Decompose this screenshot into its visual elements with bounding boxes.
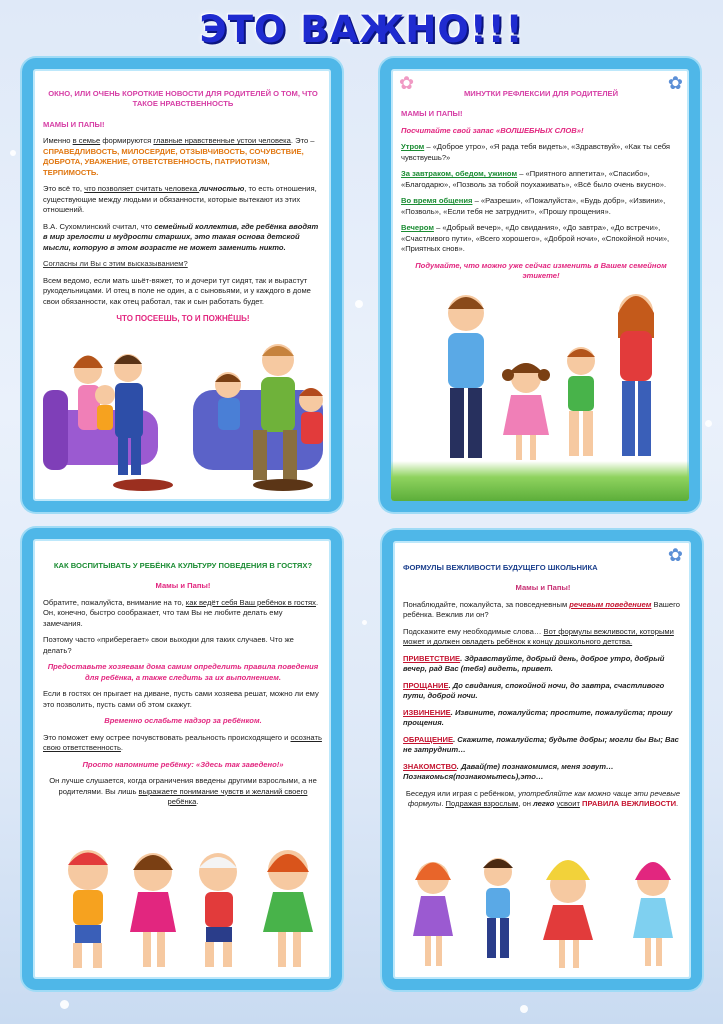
formula: ПРИВЕТСТВИЕ. Здравствуйте, добрый день, доброе утро, добрый вечер, рад Вас (тебя) видеть, привет.	[403, 653, 665, 674]
paragraph: Это всё то, что позволяет считать человека личностью, то есть отношения, существующие между людьми и обязанности, которые вытекают из этих отношений.	[43, 184, 317, 215]
snowflake	[10, 150, 16, 156]
formula: ОБРАЩЕНИЕ. Скажите, пожалуйста; будьте добры; могли бы Вы; Вас не затруднит…	[403, 734, 679, 755]
flower-icon: ✿	[399, 73, 415, 93]
snowflake	[705, 420, 712, 427]
paragraph: Поэтому часто «приберегает» свои выходки для таких случаев. Что же делать?	[43, 635, 294, 655]
page-title: ЭТО ВАЖНО!!!	[199, 8, 524, 51]
walking-family-illustration	[406, 283, 691, 483]
formula: ЗНАКОМСТВО. Давай(те) познакомимся, меня зовут… Познакомься(познакомьтесь),это…	[403, 761, 614, 782]
snowflake	[60, 1000, 69, 1009]
paragraph: Беседуя или играя с ребёнком, употребляйте как можно чаще эти речевые формулы. Подражая взрослым, он легко усвоит ПРАВИЛА ВЕЖЛИВОСТИ.	[405, 788, 681, 808]
formula: ПРОЩАНИЕ. До свидания, спокойной ночи, до завтра, счастливого пути, доброй ночи.	[403, 680, 665, 701]
panel-heading: КАК ВОСПИТЫВАТЬ У РЕБЁНКА КУЛЬТУРУ ПОВЕДЕНИЯ В ГОСТЯХ?	[53, 561, 313, 570]
advice: Просто напомните ребёнку: «Здесь так заведено!»	[82, 759, 284, 769]
panel-morality	[22, 58, 342, 512]
paragraph: Согласны ли Вы с этим высказыванием?	[43, 259, 188, 269]
snowflake	[362, 620, 367, 625]
dolls-illustration	[403, 850, 693, 975]
panel-politeness	[382, 530, 702, 990]
paragraph: Понаблюдайте, пожалуйста, за повседневным речевым поведением Вашего ребёнка. Вежлив ли он?	[403, 599, 680, 620]
footer-note: Подумайте, что можно уже сейчас изменить в Вашем семейном этикете!	[415, 260, 667, 281]
family-illustration	[43, 330, 333, 495]
snowflake	[355, 300, 363, 308]
paragraph: Обратите, пожалуйста, внимание на то, как ведёт себя Ваш ребёнок в гостях. Он, конечно, быстро соображает, что там Вы не любите делать ему замечания.	[43, 597, 319, 628]
advice: Предоставьте хозяевам дома самим определить правила поведения для ребёнка, а также следить за их выполнением.	[47, 662, 319, 682]
formula: ИЗВИНЕНИЕ. Извините, пожалуйста; простите, пожалуйста; прошу прощения.	[403, 707, 673, 728]
panel-heading: ФОРМУЛЫ ВЕЖЛИВОСТИ БУДУЩЕГО ШКОЛЬНИКА	[403, 563, 598, 572]
flower-icon: ✿	[667, 545, 683, 565]
panel-reflection	[380, 58, 700, 512]
paragraph: Подскажите ему необходимые слова… Вот формулы вежливости, которыми может и должен овладеть ребёнок к концу дошкольного детства.	[403, 626, 674, 647]
paragraph: Утром – «Доброе утро», «Я рада тебя видеть», «Здравствуй», «Как ты себя чувствуешь?»	[401, 142, 671, 162]
greeting: Мамы и Папы!	[515, 583, 571, 593]
subheading: Посчитайте свой запас «ВОЛШЕБНЫХ СЛОВ»!	[401, 125, 584, 135]
greeting: МАМЫ И ПАПЫ!	[401, 109, 463, 119]
snowflake	[520, 1005, 528, 1013]
paragraph: Именно в семье формируются главные нравственные устои человека. Это – СПРАВЕДЛИВОСТЬ, МИЛОСЕРДИЕ, ОТЗЫВЧИВОСТЬ, СОЧУВСТВИЕ, ДОБРОТА, УВАЖЕНИЕ, ОТВЕТСТВЕННОСТЬ, ПАТРИОТИЗМ, ТЕРПИМОСТЬ.	[43, 136, 315, 177]
panel-guest-behavior	[22, 528, 342, 990]
advice: Временно ослабьте надзор за ребёнком.	[104, 716, 262, 726]
proverb: ЧТО ПОСЕЕШЬ, ТО И ПОЖНЁШЬ!	[116, 313, 250, 323]
greeting: МАМЫ И ПАПЫ!	[43, 119, 105, 129]
paragraph: В.А. Сухомлинский считал, что семейный коллектив, где ребёнка вводят в мир зрелости и мудрости старших, это такая основа детской мысли, которую в этом возрасте не может заменить никто.	[43, 221, 319, 252]
paragraph: Он лучше слушается, когда ограничения введены другими взрослыми, а не родителями. Вы лишь выражаете понимание чувств и желаний своего ребёнка.	[49, 776, 317, 806]
flower-icon: ✿	[667, 73, 683, 93]
dancing-kids-illustration	[43, 840, 333, 975]
paragraph: Это поможет ему острее почувствовать реальность происходящего и осознать свою ответственность.	[43, 732, 322, 753]
paragraph: За завтраком, обедом, ужином – «Приятного аппетита», «Спасибо», «Благодарю», «Позволь за тобой поухаживать», «Всё было очень вкусно».	[401, 169, 667, 189]
paragraph: Вечером – «Добрый вечер», «До свидания», «До завтра», «До встречи», «Счастливого пути», «Всего хорошего», «Доброй ночи», «Спокойной ночи», «Приятных снов».	[401, 223, 670, 254]
paragraph: Во время общения – «Разреши», «Пожалуйста», «Будь добр», «Извини», «Позволь», «Если тебя не затруднит», «Прошу прощения».	[401, 196, 666, 216]
paragraph: Всем ведомо, если мать шьёт-вяжет, то и дочери тут сидят, так и вырастут рукодельницами. И отец в поле не один, а с сыновьями, и у каждого в доме свои обязанности, как отец работал, так и сын работать будет.	[43, 275, 311, 306]
panel-heading: ОКНО, ИЛИ ОЧЕНЬ КОРОТКИЕ НОВОСТИ ДЛЯ РОДИТЕЛЕЙ О ТОМ, ЧТО ТАКОЕ НРАВСТВЕННОСТЬ	[48, 89, 318, 109]
panel-heading: МИНУТКИ РЕФЛЕКСИИ ДЛЯ РОДИТЕЛЕЙ	[463, 89, 619, 98]
paragraph: Если в гостях он прыгает на диване, пусть сами хозяева решат, можно ли ему это позволить, пусть сами об этом скажут.	[43, 689, 319, 709]
greeting: Мамы и Папы!	[155, 581, 211, 591]
